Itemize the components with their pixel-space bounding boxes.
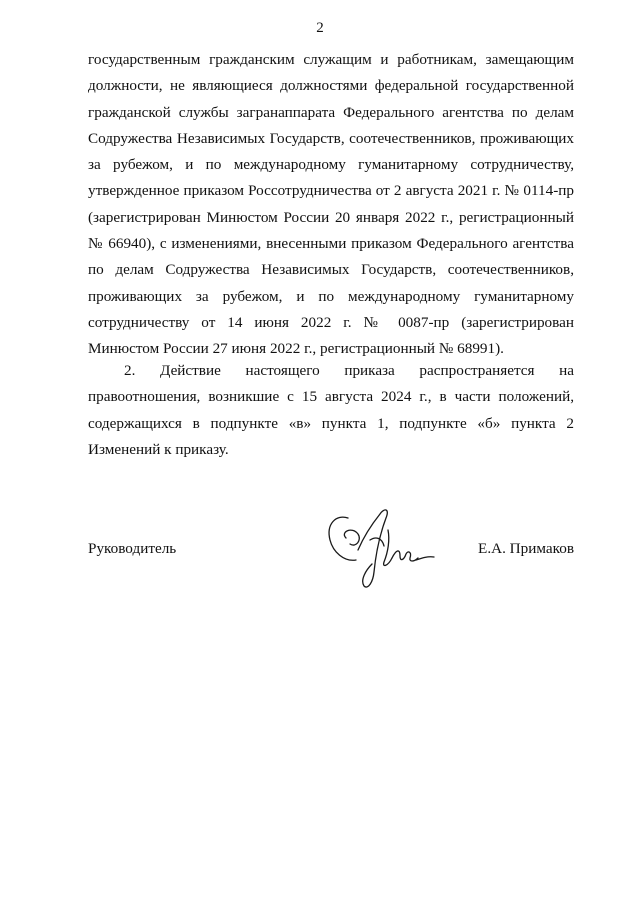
signer-title: Руководитель: [88, 540, 177, 557]
paragraph-continuation: государственным гражданским служащим и работникам, замещающим должности, не являющиеся должностями федеральной государственной гражданской службы загранаппарата Федерального агентства по делам Содружества Независимых Государств, соотечественников, проживающих за рубежом, и по международному гуманитарному сотрудничеству, утвержденное приказом Россотрудничества от 2 августа 2021 г. № 0114-пр (зарегистрирован Минюстом России 20 января 2022 г., регистрационный № 66940), с изменениями, внесенными приказом Федерального агентства по делам Содружества Независимых Государств, соотечественников, проживающих за рубежом, и по международному гуманитарному сотрудничеству от 14 июня 2022 г. № 0087-пр (зарегистрирован Минюстом России 27 июня 2022 г., регистрационный № 68991).: [88, 51, 574, 358]
signer-name: Е.А. Примаков: [478, 540, 574, 557]
handwritten-signature-icon: [318, 500, 438, 595]
page-number: 2: [316, 20, 324, 36]
paragraph-item-2: 2. Действие настоящего приказа распространяется на правоотношения, возникшие с 15 августа 2024 г., в части положений, содержащихся в подпункте «в» пункта 1, подпункте «б» пункта 2 Изменений к приказу.: [88, 362, 574, 458]
